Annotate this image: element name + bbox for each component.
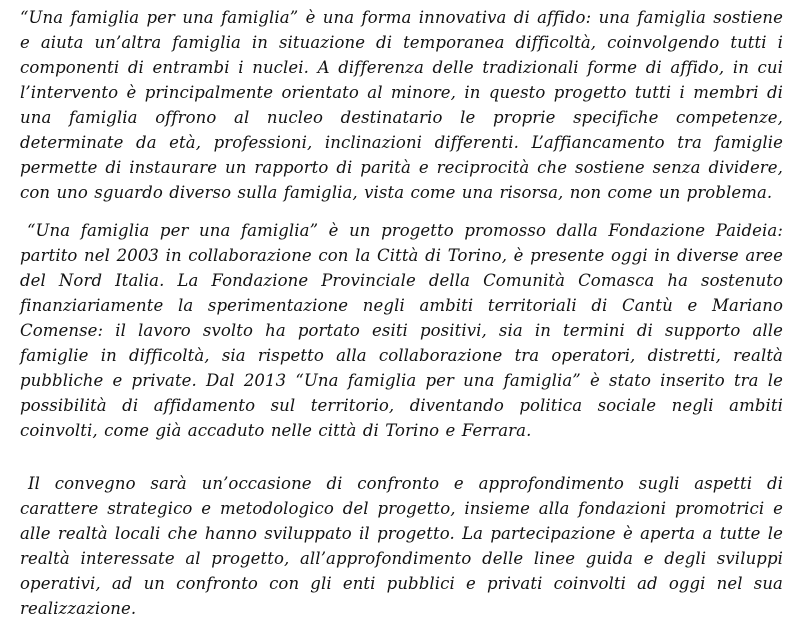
paragraph-project-description: “Una famiglia per una famiglia” è una forma innovativa di affido: una famiglia sostiene e aiuta un’altra famiglia in situazione di temporanea difficoltà, coinvolgendo tutti i componenti di entrambi i nuclei. A differenza delle tradizionali forme di affido, in cui l’intervento è principalmente orientato al minore, in questo progetto tutti i membri di una famiglia offrono al nucleo destinatario le proprie specifiche competenze, determinate da età, professioni, inclinazioni differenti. L’affiancamento tra famiglie permette di instaurare un rapporto di parità e reciprocità che sostiene senza dividere, con uno sguardo diverso sulla famiglia, vista come una risorsa, non come un problema. — [20, 8, 783, 202]
paragraph-convention-info: Il convegno sarà un’occasione di confronto e approfondimento sugli aspetti di carattere strategico e metodologico del progetto, insieme alla fondazioni promotrici e alle realtà locali che hanno sviluppato il progetto. La partecipazione è aperta a tutte le realtà interessate al progetto, all’approfondimento delle linee guida e degli sviluppi operativi, ad un confronto con gli enti pubblici e privati coinvolti ad oggi nel sua realizzazione. — [20, 474, 783, 618]
paragraph-project-history: “Una famiglia per una famiglia” è un progetto promosso dalla Fondazione Paideia: partito nel 2003 in collaborazione con la Città di Torino, è presente oggi in diverse aree del Nord Italia. La Fondazione Provinciale della Comunità Comasca ha sostenuto finanziariamente la sperimentazione negli ambiti territoriali di Cantù e Mariano Comense: il lavoro svolto ha portato esiti positivi, sia in termini di supporto alle famiglie in difficoltà, sia rispetto alla collaborazione tra operatori, distretti, realtà pubbliche e private. Dal 2013 “Una famiglia per una famiglia” è stato inserito tra le possibilità di affidamento sul territorio, diventando politica sociale negli ambiti coinvolti, come già accaduto nelle città di Torino e Ferrara. — [20, 221, 783, 440]
